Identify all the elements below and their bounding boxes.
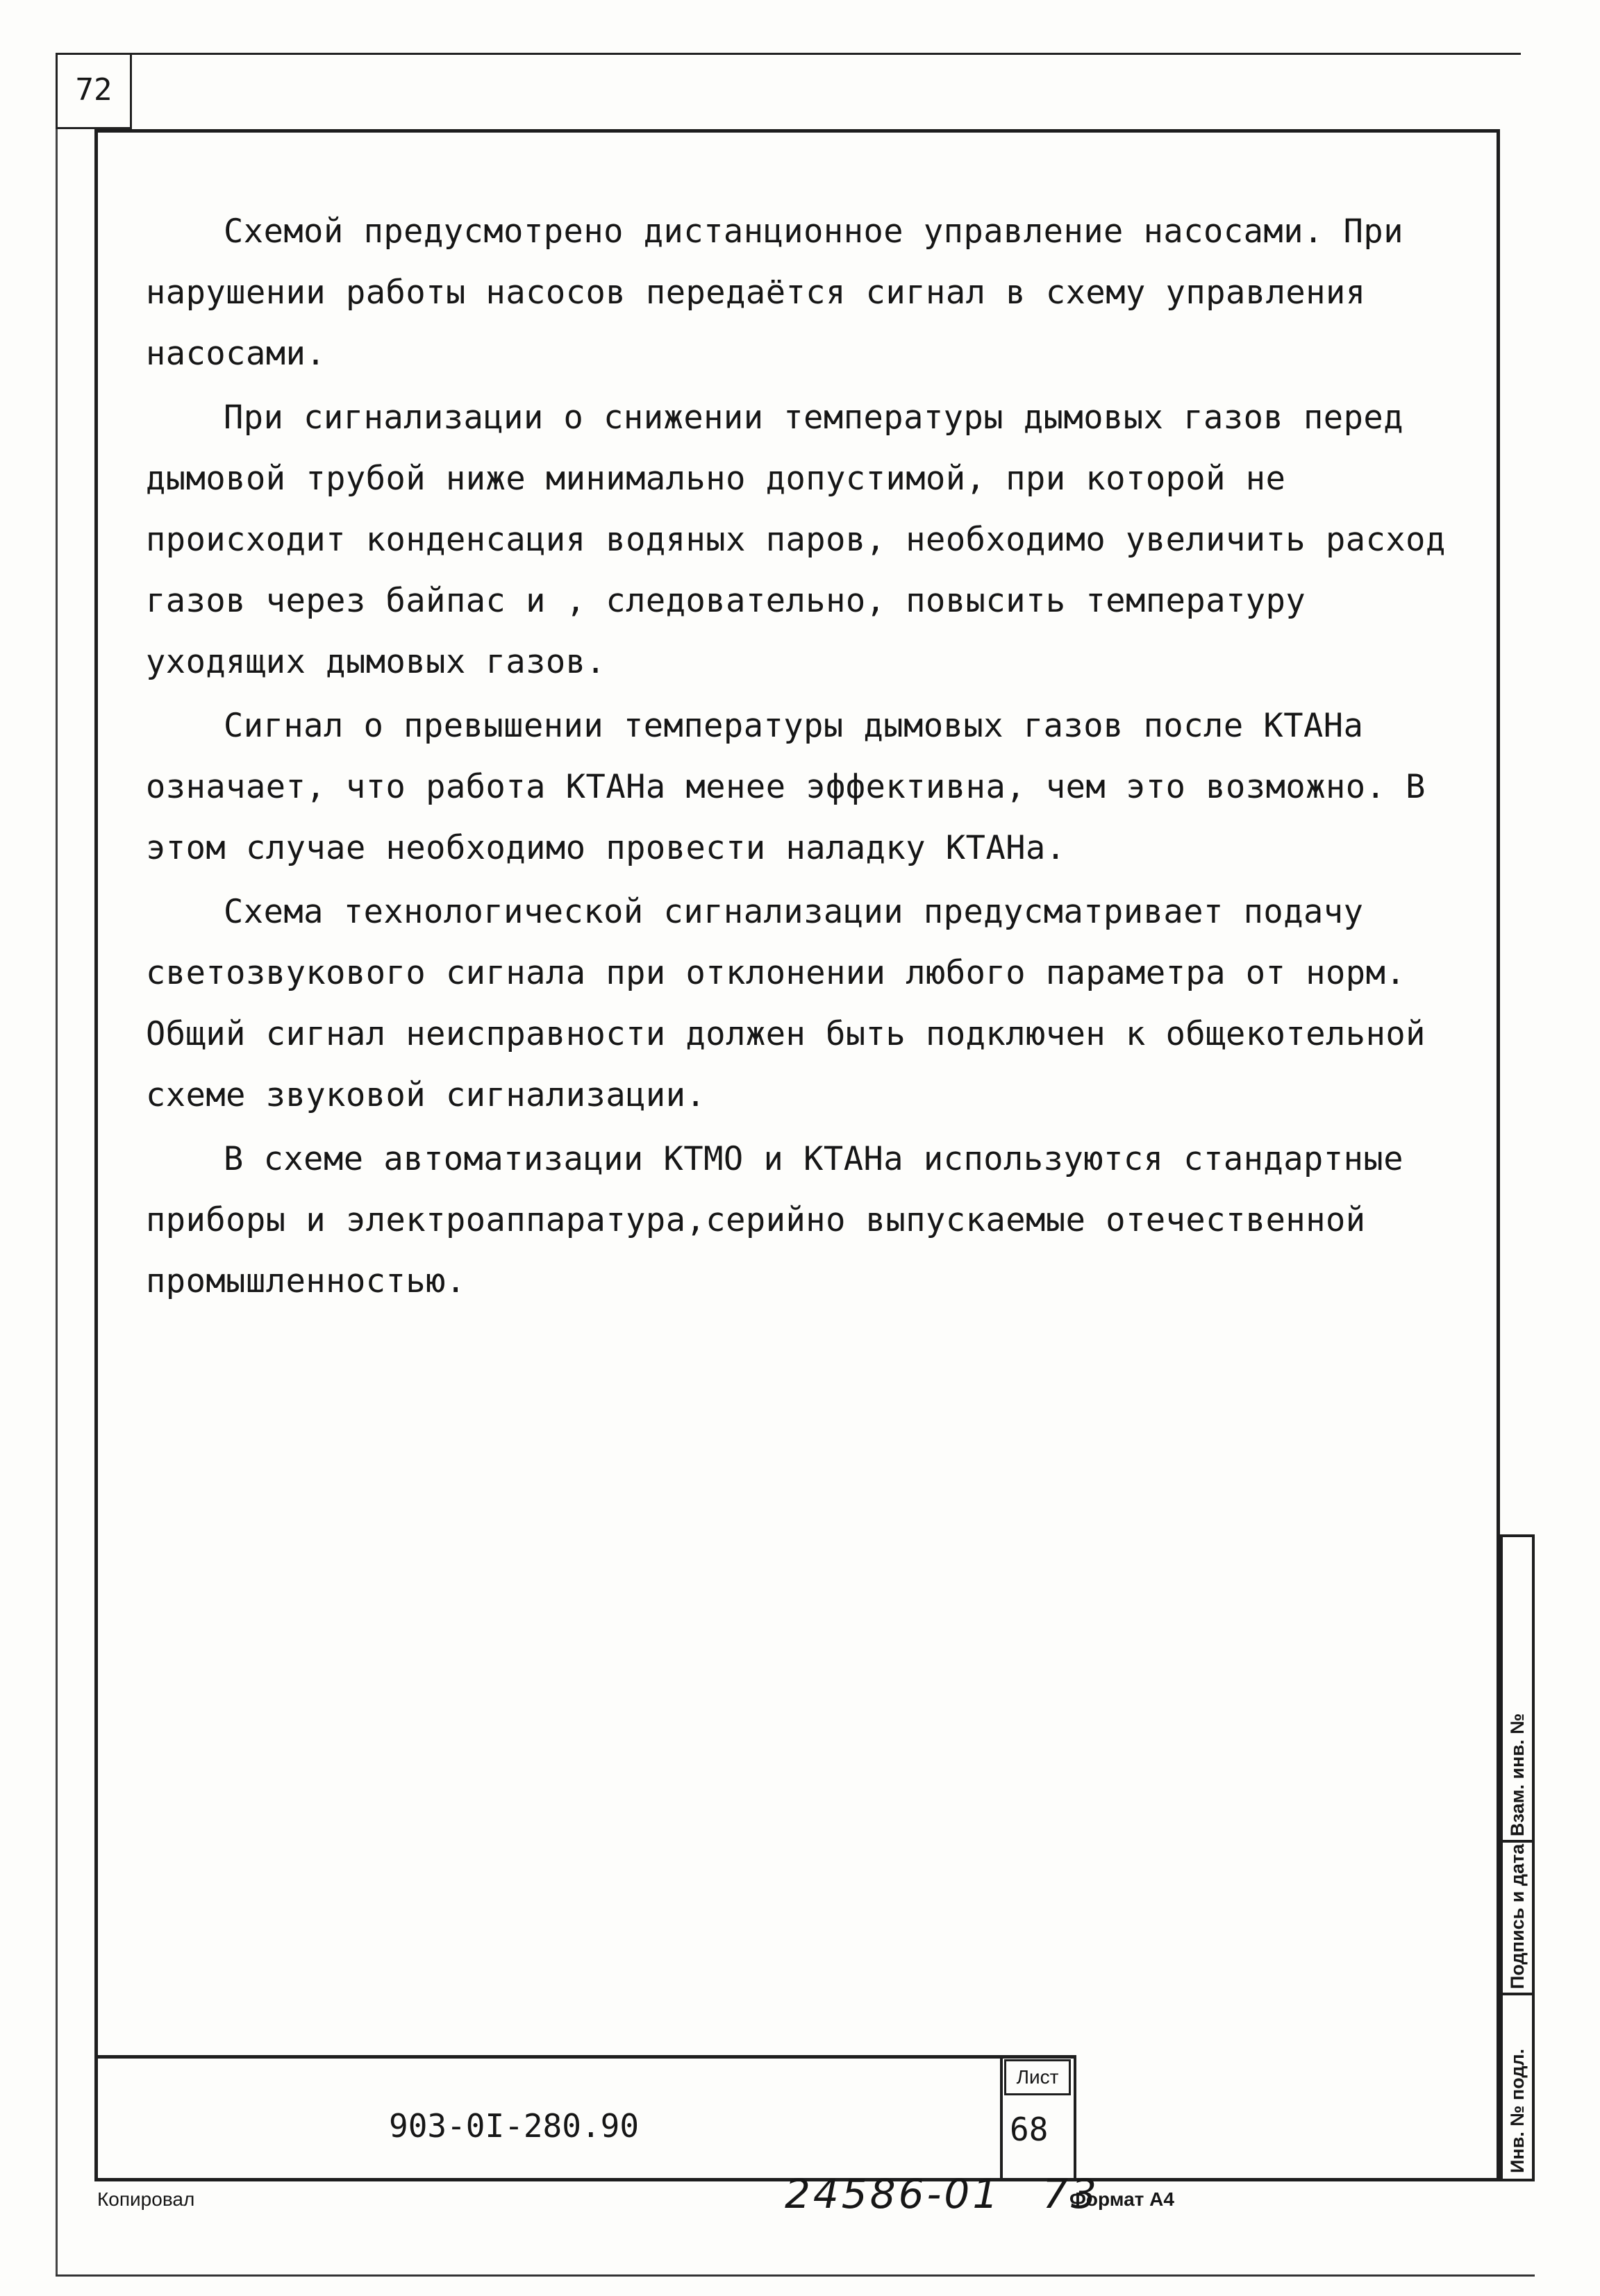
- left-border-line: [56, 53, 58, 2274]
- sheet-total: 73: [1042, 2170, 1100, 2218]
- bottom-border-line: [56, 2274, 1535, 2277]
- sheet-number: 68: [1010, 2111, 1049, 2148]
- side-stamp-divider: [1500, 1840, 1535, 1843]
- format-label: Формат А4: [1069, 2188, 1174, 2210]
- paragraph-high-temperature: Сигнал о превышении температуры дымовых газов после КТАНа означает, что работа КТАНа менее эффективна, чем это возможно. В этом случае необходимо провести наладку КТАНа.: [146, 707, 1426, 867]
- side-stamp-inv-original: Инв. № подл.: [1507, 2048, 1528, 2173]
- paragraph-alarm-scheme: Схема технологической сигнализации предусматривает подачу светозвукового сигнала при отклонении любого параметра от норм. Общий сигнал неисправности должен быть подключен к общекотельной схеме звуковой сигнализации.: [146, 893, 1426, 1114]
- paragraph-pump-control: Схемой предусмотрено дистанционное управление насосами. При нарушении работы насосов передаётся сигнал в схему управления насосами.: [146, 212, 1403, 373]
- body-text: [146, 201, 1465, 1315]
- side-stamp-replaces-inv: Взам. инв. №: [1507, 1713, 1528, 1836]
- side-stamp-signature-date: Подпись и дата: [1507, 1843, 1528, 1989]
- inventory-number: [785, 2170, 1099, 2218]
- copied-label: Копировал: [97, 2188, 195, 2210]
- paragraph-standard-devices: В схеме автоматизации КТМО и КТАНа используются стандартные приборы и электроаппаратура,серийно выпускаемые отечественной промышленностью.: [146, 1140, 1403, 1300]
- top-border-line: [56, 53, 1521, 55]
- side-stamp-divider: [1500, 1993, 1535, 1995]
- page-number: 72: [56, 53, 132, 129]
- inventory-code: 24586-01: [785, 2170, 1001, 2218]
- document-code: 903-0I-280.90: [389, 2107, 640, 2145]
- paragraph-low-temperature: При сигнализации о снижении температуры дымовых газов перед дымовой трубой ниже минимально допустимой, при которой не происходит конденсация водяных паров, необходимо увеличить расход газов через байпас и , следовательно, повысить температуру уходящих дымовых газов.: [146, 399, 1446, 681]
- sheet-label: Лист: [1004, 2059, 1071, 2095]
